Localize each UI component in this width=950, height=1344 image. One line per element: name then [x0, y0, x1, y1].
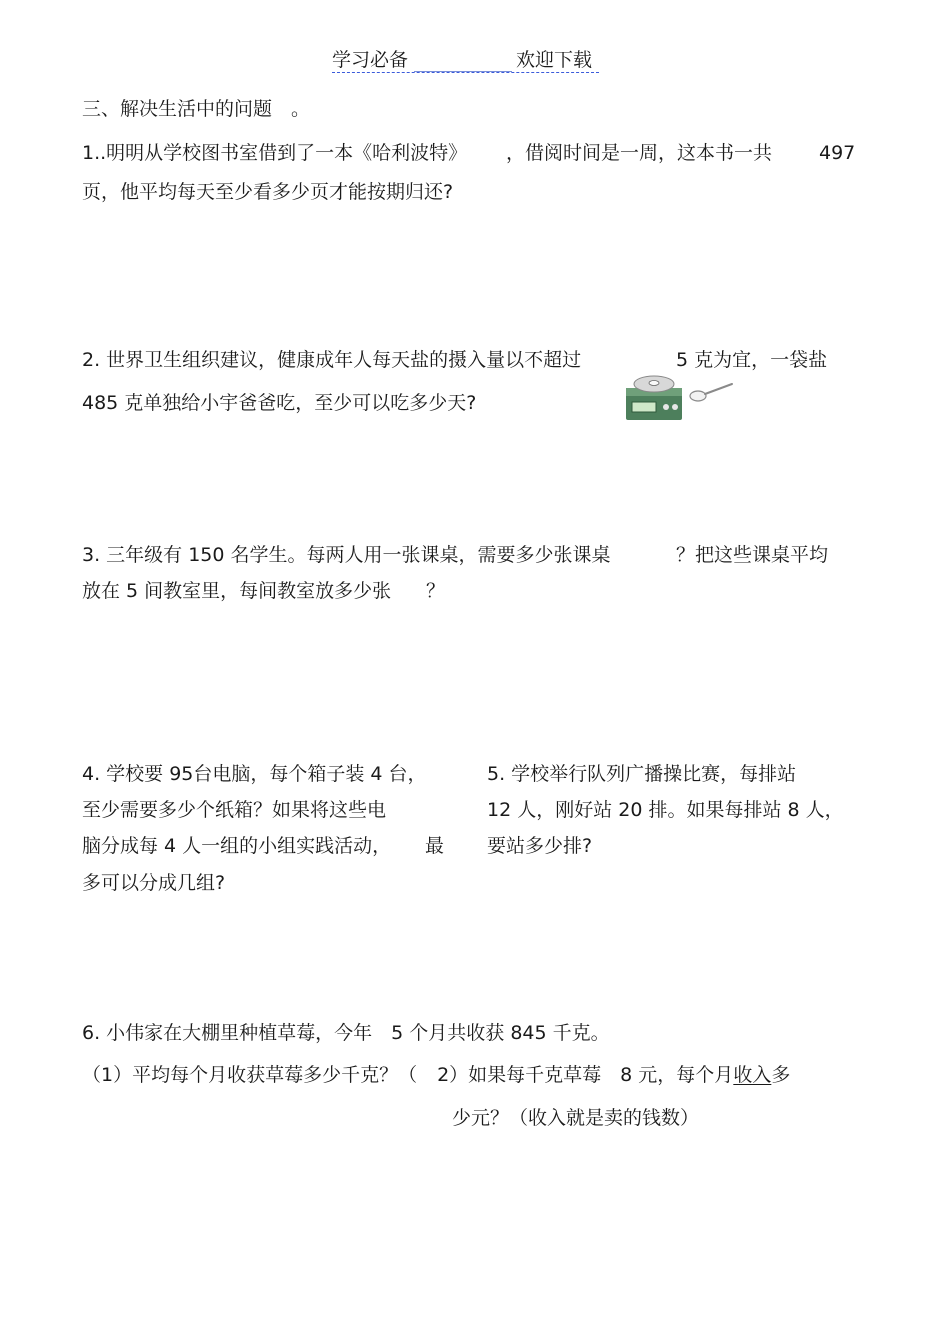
q2-line1-b: 5 克为宜，一袋盐	[676, 349, 828, 371]
q6-line2-c: 多	[771, 1064, 791, 1086]
header-left: 学习必备	[332, 49, 409, 71]
q6-line2-a: （1）平均每个月收获草莓多少千克？（	[82, 1064, 418, 1086]
spoon-icon	[688, 382, 734, 404]
q1-line2: 页，他平均每天至少看多少页才能按期归还?	[82, 181, 454, 203]
q3-line2-a: 放在 5 间教室里，每间教室放多少张	[82, 580, 392, 602]
q1-line1-b: ，借阅时间是一周，这本书一共	[506, 142, 773, 164]
q3-line1-a: 3. 三年级有 150 名学生。每两人用一张课桌，需要多少张课桌	[82, 544, 611, 566]
q6-line3: 少元？（收入就是卖的钱数）	[452, 1107, 700, 1129]
q6-income-underlined: 收入	[733, 1064, 772, 1086]
scale-icon	[624, 374, 684, 422]
q2-line1-a: 2. 世界卫生组织建议，健康成年人每天盐的摄入量以不超过	[82, 349, 582, 371]
q5-line2: 12 人，刚好站 20 排。如果每排站 8 人，	[487, 799, 844, 821]
q2-line2: 485 克单独给小宇爸爸吃，至少可以吃多少天?	[82, 392, 477, 414]
q4-line3-b: 最	[425, 835, 445, 857]
q4-line3-a: 脑分成每 4 人一组的小组实践活动，	[82, 835, 392, 857]
q3-line2-b: ？	[426, 580, 446, 602]
section-title: 三、解决生活中的问题 。	[82, 98, 311, 120]
header-right: 欢迎下载	[516, 49, 593, 71]
q5-line1: 5. 学校举行队列广播操比赛，每排站	[487, 763, 797, 785]
q4-line2: 至少需要多少个纸箱？如果将这些电	[82, 799, 387, 821]
q1-line1-c: 497	[819, 142, 856, 164]
q4-line1: 4. 学校要 95台电脑，每个箱子装 4 台，	[82, 763, 427, 785]
q3-line1-b: ？把这些课桌平均	[676, 544, 829, 566]
q6-line2-b: 2）如果每千克草莓 8 元，每个月	[437, 1064, 734, 1086]
q4-line4: 多可以分成几组?	[82, 872, 226, 894]
q6-line2	[82, 1063, 790, 1087]
q6-line1: 6. 小伟家在大棚里种植草莓，今年 5 个月共收获 845 千克。	[82, 1022, 610, 1044]
q5-line3: 要站多少排?	[487, 835, 593, 857]
q1-line1-a: 1..明明从学校图书室借到了一本《哈利波特》	[82, 142, 468, 164]
header-underline	[332, 72, 599, 73]
